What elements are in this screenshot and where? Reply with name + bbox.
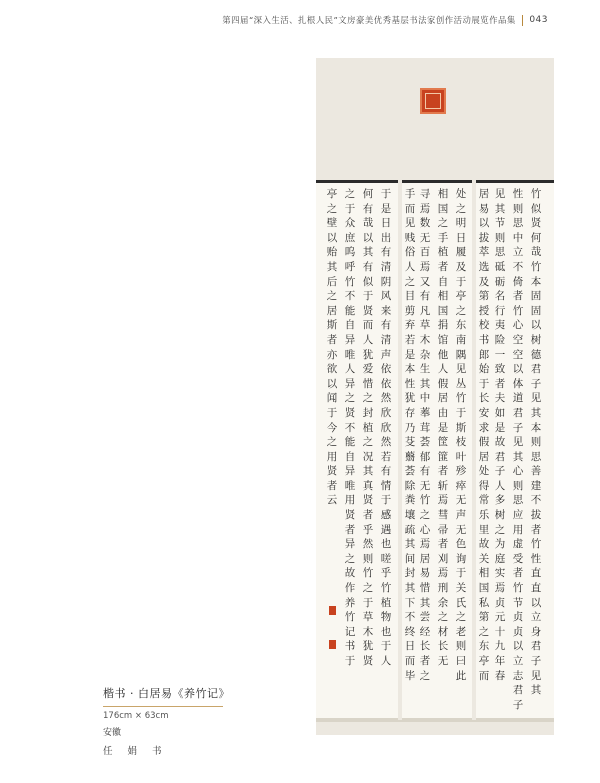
header-divider — [522, 15, 524, 26]
calligraphy-column: 寻焉数无百焉又有凡草木杂生其中菶茸荟郁有无竹之心焉居易惜其尝经长者之 — [419, 188, 431, 682]
artist-province: 安徽 — [103, 728, 122, 738]
scroll-bottom-edge — [316, 718, 554, 722]
calligraphy-column: 相国之手植者自相国捐馆他人假居由是筐篚者斩焉彗帚者刈焉刑余之材长无 — [437, 188, 449, 667]
artist-seal-stamp — [329, 606, 336, 615]
calligraphy-column: 手而见贱俗人之目剪弃若是本性犹存乃芟蘙荟除粪壤疏其间封其下不终日而毕 — [404, 188, 416, 682]
calligraphy-column: 竹似贤何哉竹本固固以树德君子见其本则思善建不拔者竹性直直以立身君子见其 — [530, 188, 542, 697]
panel-divider — [398, 180, 402, 720]
calligraphy-column: 性则思中立不倚者竹心空空以体道君子见其心则思应用虚受者竹节贞贞以立志君子 — [512, 188, 524, 711]
publication-title: 第四届“深入生活、扎根人民”文房豪美优秀基层书法家创作活动展览作品集 — [222, 15, 516, 25]
page-number: 043 — [529, 15, 548, 25]
calligraphy-column: 之于众庶呜呼竹不能自异唯人异之贤不能自异唯用贤者异之故作养竹记书于 — [344, 188, 356, 667]
calligraphy-column: 何有哉以其有似于贤而人犹爱惜之封植之况其真贤者乎然则竹之于草木犹贤 — [362, 188, 374, 667]
top-seal-stamp — [420, 88, 446, 114]
page-header — [222, 14, 548, 26]
panel-divider — [472, 180, 476, 720]
artwork-title: 楷书 · 白居易《养竹记》 — [103, 687, 230, 700]
calligraphy-column: 处之明日履及于亭之东南隅见丛竹于斯枝叶殄瘁无声无色询于关氏之老则曰此 — [455, 188, 467, 682]
artwork-caption — [103, 685, 233, 757]
calligraphy-column: 居易以拔萃选及第授校书郎始于长安求假居处得常乐里故关相国私第之东亭而 — [478, 188, 490, 682]
artist-seal-stamp — [329, 640, 336, 649]
caption-rule — [103, 706, 223, 707]
artwork-dimensions: 176cm × 63cm — [103, 711, 169, 721]
calligraphy-column: 于是日出有清阴风来有清声依依然欣欣然若有情于感遇也嗟乎竹植物也于人 — [380, 188, 392, 667]
artist-name: 任 娟 书 — [103, 746, 168, 757]
calligraphy-column: 见其节则思砥砺名行夷险一致者夫如是故君子人多树之为庭实焉贞元十九年春 — [494, 188, 506, 682]
calligraphy-column: 亭之壁以贻其后之居斯者亦欲以闻于今之用贤者云 — [326, 188, 338, 507]
